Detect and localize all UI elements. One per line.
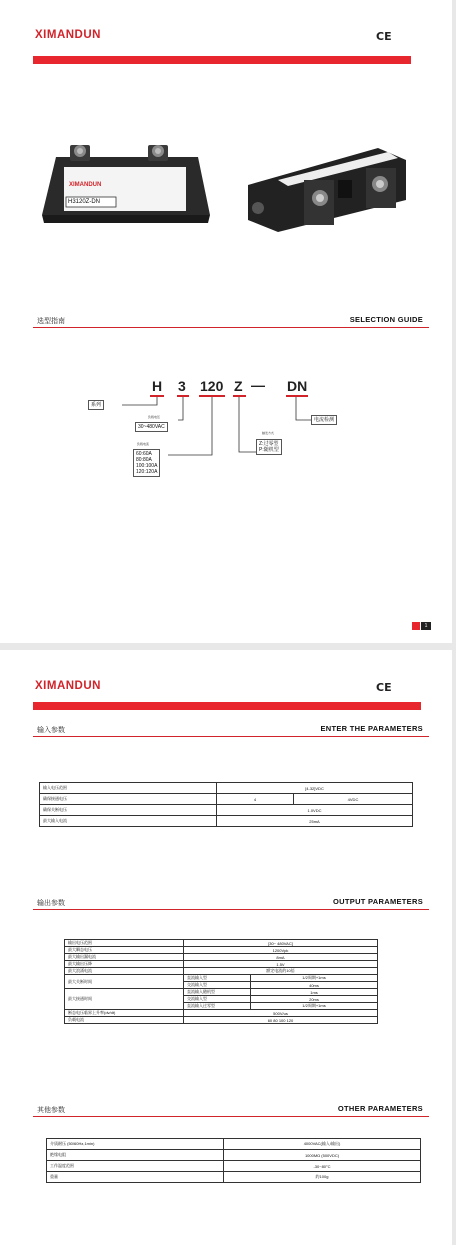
page-number-mark (412, 622, 420, 630)
page-2 (0, 650, 452, 1245)
section-title-en: SELECTION GUIDE (349, 315, 423, 324)
output-params-header: 输出参数 OUTPUT PARAMETERS (33, 898, 429, 910)
current-detect-box: 电流检测 (311, 415, 337, 425)
input-params-table: 输入电压范围 [4-32]VDC 确保接通电压 4 4VDC 确保关断电压 1.0VDC 最大输入电流 25mA (39, 782, 413, 827)
header-bar-2 (33, 702, 421, 710)
ce-mark-2: CE (376, 681, 392, 694)
code-voltage: 3 (178, 378, 186, 394)
code-series: H (152, 378, 163, 394)
other-params-table: 介质耐压 (50/60Hz,1min) 4000VAC(输入/输出) 绝缘电阻 1000MΩ (500VDC) 工作温度范围 -30~80°C 重量 约100g (46, 1138, 421, 1183)
series-box: 系列 (88, 400, 104, 410)
other-params-header: 其他参数 OTHER PARAMETERS (33, 1105, 429, 1117)
load-voltage-title: 负载电压 (148, 415, 161, 419)
brand-logo: XIMANDUN (35, 29, 101, 41)
code-trigger: Z (234, 378, 243, 394)
output-params-table: 输出电压范围 [30~ 480VAC] 最大瞬态电压 1200Vpk 最大输出漏电流 8mA 最大输出压降 1.5V 最大浪涌电流 额定电流的10倍 最大关断时间 直流输入型 1/2周期+1ms 交流输入型 40ms 最大接通时间 直流输入随机型 1ms 交流输入型 20ms 直流输入过零型 1/2周期+1ms 断态电压临界上升率(dv/dt) 500V/us 负载电流 60 80 100 120 (64, 939, 378, 1024)
ce-mark: CE (376, 30, 392, 43)
input-params-header: 输入参数 ENTER THE PARAMETERS (33, 725, 429, 737)
code-detect: DN (287, 378, 308, 394)
section-title-cn: 选型指南 (37, 318, 65, 325)
load-voltage-box: 30~480VAC (135, 422, 168, 432)
code-dash: — (251, 377, 265, 393)
trigger-title: 触发方式 (262, 431, 275, 435)
product-label-brand: XIMANDUN (69, 182, 102, 188)
code-current: 120 (200, 378, 224, 394)
load-current-box: 60:60A 80:80A 100:100A 120:120A (133, 449, 160, 477)
page-number: 1 (421, 622, 431, 630)
product-label-model: H3120Z-DN (68, 199, 101, 205)
trigger-box: Z:过零型 P:随机型 (256, 439, 282, 455)
brand-logo-2: XIMANDUN (35, 680, 101, 692)
load-current-title: 负载电流 (137, 442, 150, 446)
